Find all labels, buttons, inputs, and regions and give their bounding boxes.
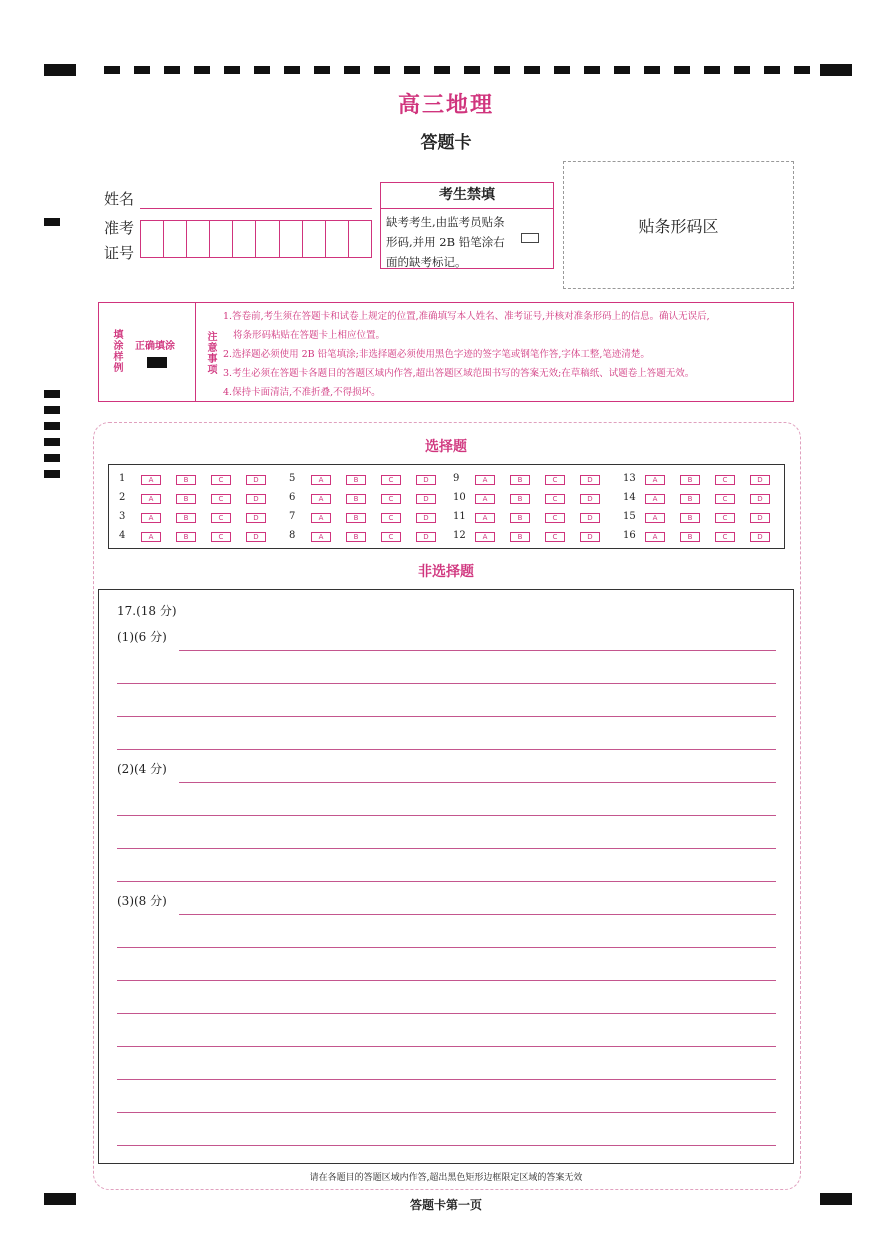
id-digit-cell[interactable] [164,221,187,257]
option-bubble-b[interactable]: B [346,475,366,485]
answer-line[interactable] [117,980,776,981]
option-bubble-b[interactable]: B [680,513,700,523]
option-bubble-d[interactable]: D [416,475,436,485]
timing-dash [584,66,600,74]
id-digit-cell[interactable] [349,221,371,257]
option-bubble-c[interactable]: C [715,513,735,523]
answer-line[interactable] [117,1145,776,1146]
option-bubble-a[interactable]: A [645,494,665,504]
page-subtitle: 答题卡 [420,133,472,153]
timing-dash [554,66,570,74]
timing-dash [374,66,390,74]
question-number: 2 [119,492,126,503]
answer-line[interactable] [117,1013,776,1014]
timing-dash [134,66,150,74]
id-label-1: 准考 [104,219,135,237]
question-number: 13 [623,473,636,484]
timing-dash [254,66,270,74]
mcq-heading: 选择题 [425,439,467,455]
id-digit-cell[interactable] [187,221,210,257]
exam-id-field[interactable] [140,220,372,258]
timing-dash [104,66,120,74]
question-number: 12 [453,530,466,541]
option-bubble-d[interactable]: D [580,513,600,523]
name-label: 姓名 [104,190,135,208]
absent-box-text: 缺考考生,由监考员贴条形码,并用 2B 铅笔涂右面的缺考标记。 [386,215,505,269]
answer-line[interactable] [179,782,776,783]
option-bubble-d[interactable]: D [580,494,600,504]
option-bubble-b[interactable]: B [176,494,196,504]
option-bubble-d[interactable]: D [246,513,266,523]
option-bubble-c[interactable]: C [211,513,231,523]
timing-dash [284,66,300,74]
side-mark [44,470,60,478]
mcq-grid [108,464,785,549]
free-heading: 非选择题 [418,564,474,580]
timing-dash [674,66,690,74]
option-bubble-b[interactable]: B [176,475,196,485]
page-title: 高三地理 [397,93,494,118]
id-digit-cell[interactable] [210,221,233,257]
side-mark [44,438,60,446]
question-number: 5 [289,473,296,484]
option-bubble-c[interactable]: C [381,513,401,523]
answer-line[interactable] [117,749,776,750]
timing-dash [404,66,420,74]
id-digit-cell[interactable] [233,221,256,257]
option-bubble-a[interactable]: A [141,494,161,504]
side-mark [44,454,60,462]
option-bubble-c[interactable]: C [715,532,735,542]
free-answer-box [98,589,794,1164]
timing-dash [194,66,210,74]
timing-dash [614,66,630,74]
question-number: 8 [289,530,296,541]
notice-item: 将条形码粘贴在答题卡上相应位置。 [233,330,386,341]
timing-dash [434,66,450,74]
option-bubble-d[interactable]: D [750,475,770,485]
question-number: 9 [453,473,460,484]
absent-box-title: 考生禁填 [381,182,553,209]
option-bubble-a[interactable]: A [141,475,161,485]
option-bubble-d[interactable]: D [416,494,436,504]
option-bubble-b[interactable]: B [176,513,196,523]
timing-dash [524,66,540,74]
option-bubble-a[interactable]: A [645,513,665,523]
option-bubble-a[interactable]: A [475,513,495,523]
option-bubble-a[interactable]: A [311,494,331,504]
question-number: 14 [623,492,636,503]
option-bubble-b[interactable]: B [680,475,700,485]
correct-fill-sample [147,357,167,368]
absent-mark-checkbox[interactable] [521,233,539,243]
option-bubble-c[interactable]: C [545,532,565,542]
timing-dash [704,66,720,74]
option-bubble-c[interactable]: C [211,475,231,485]
question-number: 6 [289,492,296,503]
side-mark [44,406,60,414]
option-bubble-d[interactable]: D [750,513,770,523]
answer-line[interactable] [117,881,776,882]
option-bubble-a[interactable]: A [311,475,331,485]
option-bubble-b[interactable]: B [680,532,700,542]
id-digit-cell[interactable] [326,221,349,257]
question-number: 1 [119,473,126,484]
option-bubble-a[interactable]: A [475,532,495,542]
option-bubble-d[interactable]: D [246,532,266,542]
notes-list [223,307,710,402]
name-field[interactable] [140,208,372,209]
option-bubble-b[interactable]: B [510,532,530,542]
timing-dash [314,66,330,74]
answer-line[interactable] [117,1112,776,1113]
timing-mark [44,64,76,76]
notice-item: 4.保持卡面清洁,不准折叠,不得损坏。 [223,387,381,398]
question-number: 11 [453,511,466,522]
option-bubble-a[interactable]: A [141,513,161,523]
option-bubble-d[interactable]: D [416,532,436,542]
timing-dash [464,66,480,74]
barcode-area-label: 贴条形码区 [638,216,719,236]
timing-dash [644,66,660,74]
question-number: 15 [623,511,636,522]
option-bubble-c[interactable]: C [715,475,735,485]
id-digit-cell[interactable] [303,221,326,257]
option-bubble-c[interactable]: C [211,532,231,542]
option-bubble-c[interactable]: C [211,494,231,504]
option-bubble-b[interactable]: B [176,532,196,542]
option-bubble-d[interactable]: D [750,494,770,504]
option-bubble-d[interactable]: D [750,532,770,542]
notice-item: 3.考生必须在答题卡各题目的答题区域内作答,超出答题区域范围书写的答案无效;在草稿纸、试题卷上答题无效。 [223,368,695,379]
notes-label: 注意事项 [205,331,216,375]
option-bubble-d[interactable]: D [580,475,600,485]
option-bubble-d[interactable]: D [246,494,266,504]
option-bubble-d[interactable]: D [246,475,266,485]
part-label: (1)(6 分) [117,630,167,644]
notice-item: 2.选择题必须使用 2B 铅笔填涂;非选择题必须使用黑色字迹的签字笔或钢笔作答,字体工整,笔迹清楚。 [223,349,650,360]
option-bubble-a[interactable]: A [645,532,665,542]
timing-dash [164,66,180,74]
part-label: (2)(4 分) [117,762,167,776]
id-label-2: 证号 [104,244,135,262]
id-digit-cell[interactable] [280,221,303,257]
answer-line[interactable] [117,716,776,717]
option-bubble-a[interactable]: A [141,532,161,542]
timing-dash [764,66,780,74]
timing-dash [734,66,750,74]
option-bubble-d[interactable]: D [580,532,600,542]
option-bubble-b[interactable]: B [346,532,366,542]
barcode-area [563,161,794,289]
option-bubble-c[interactable]: C [545,513,565,523]
footer-note: 请在各题目的答题区域内作答,超出黑色矩形边框限定区域的答案无效 [309,1173,583,1183]
option-bubble-b[interactable]: B [510,475,530,485]
answer-line[interactable] [117,683,776,684]
option-bubble-b[interactable]: B [680,494,700,504]
timing-dash [494,66,510,74]
option-bubble-c[interactable]: C [381,475,401,485]
option-bubble-a[interactable]: A [311,513,331,523]
answer-line[interactable] [179,914,776,915]
option-bubble-a[interactable]: A [311,532,331,542]
part-label: (3)(8 分) [117,894,167,908]
option-bubble-a[interactable]: A [475,475,495,485]
side-mark [44,390,60,398]
answer-line[interactable] [117,1079,776,1080]
option-bubble-b[interactable]: B [346,494,366,504]
option-bubble-d[interactable]: D [416,513,436,523]
question-number: 10 [453,492,466,503]
option-bubble-a[interactable]: A [475,494,495,504]
option-bubble-c[interactable]: C [381,494,401,504]
answer-line[interactable] [179,650,776,651]
answer-line[interactable] [117,947,776,948]
side-mark [44,218,60,226]
answer-line[interactable] [117,1046,776,1047]
timing-dash [344,66,360,74]
question-number: 16 [623,530,636,541]
option-bubble-b[interactable]: B [346,513,366,523]
question-number: 3 [119,511,126,522]
question-number: 4 [119,530,126,541]
answer-line[interactable] [117,815,776,816]
notice-divider [195,303,196,401]
id-digit-cell[interactable] [256,221,279,257]
question-number: 7 [289,511,296,522]
option-bubble-b[interactable]: B [510,494,530,504]
option-bubble-c[interactable]: C [545,494,565,504]
correct-fill-label: 正确填涂 [135,341,175,352]
timing-mark [820,64,852,76]
notice-box [98,302,794,402]
notice-item: 1.答卷前,考生须在答题卡和试卷上规定的位置,准确填写本人姓名、准考证号,并核对准条形码上的信息。确认无误后, [223,311,710,322]
question-label: 17.(18 分) [117,604,177,618]
option-bubble-c[interactable]: C [715,494,735,504]
option-bubble-c[interactable]: C [545,475,565,485]
id-digit-cell[interactable] [141,221,164,257]
option-bubble-a[interactable]: A [645,475,665,485]
answer-line[interactable] [117,848,776,849]
option-bubble-b[interactable]: B [510,513,530,523]
side-mark [44,422,60,430]
option-bubble-c[interactable]: C [381,532,401,542]
fill-sample-label: 填涂样例 [111,329,122,373]
timing-dash [794,66,810,74]
timing-dash [224,66,240,74]
page-footer: 答题卡第一页 [409,1198,482,1212]
